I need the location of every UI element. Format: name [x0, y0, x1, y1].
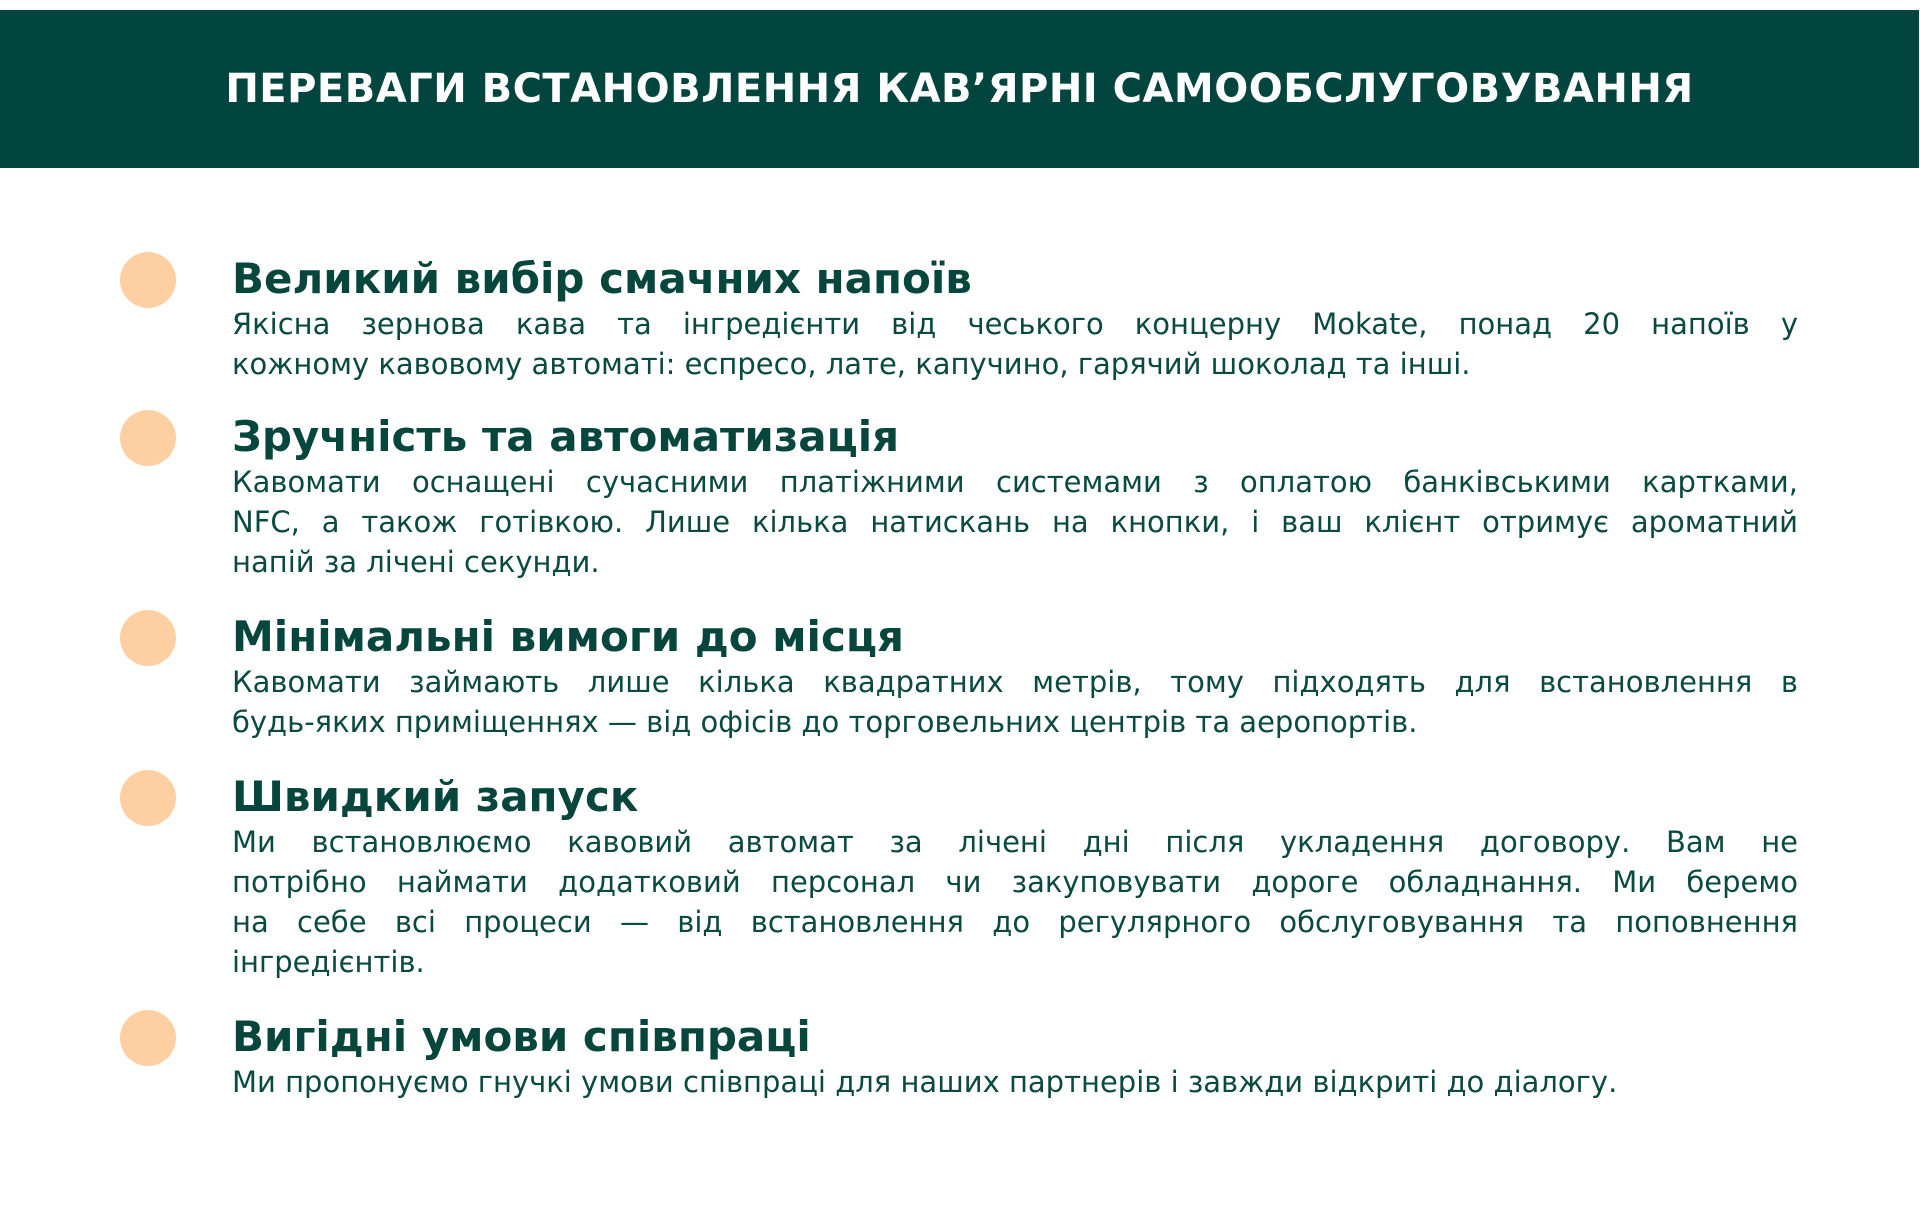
- benefit-heading: Вигідні умови співпраці: [232, 1012, 811, 1061]
- description-line: Ми встановлюємо кавовий автомат за лічені дні після укладення договору. Вам не: [232, 825, 1798, 859]
- description-line: на себе всі процеси — від встановлення до регулярного обслуговування та поповнення: [232, 905, 1798, 939]
- description-line: Якісна зернова кава та інгредієнти від чеського концерну Mokate, понад 20 напоїв у: [232, 307, 1798, 341]
- description-line: потрібно наймати додатковий персонал чи закуповувати дороге обладнання. Ми беремо: [232, 865, 1798, 899]
- description-line: Ми пропонуємо гнучкі умови співпраці для наших партнерів і завжди відкриті до діалогу.: [232, 1065, 1618, 1099]
- description-line: будь-яких приміщеннях — від офісів до торговельних центрів та аеропортів.: [232, 705, 1418, 739]
- benefit-heading: Мінімальні вимоги до місця: [232, 612, 904, 661]
- benefit-description: [232, 662, 1798, 742]
- bullet-circle-icon: [120, 610, 176, 666]
- description-line: Кавомати займають лише кілька квадратних метрів, тому підходять для встановлення в: [232, 665, 1798, 699]
- bullet-circle-icon: [120, 410, 176, 466]
- bullet-circle-icon: [120, 252, 176, 308]
- description-line: Кавомати оснащені сучасними платіжними системами з оплатою банківськими картками,: [232, 465, 1798, 499]
- description-line: напій за лічені секунди.: [232, 545, 600, 579]
- benefit-description: [232, 1062, 1798, 1102]
- benefit-description: [232, 462, 1798, 582]
- benefit-heading: Зручність та автоматизація: [232, 412, 900, 461]
- description-line: кожному кавовому автоматі: еспресо, лате, капучино, гарячий шоколад та інші.: [232, 347, 1471, 381]
- header-banner: [0, 10, 1919, 168]
- bullet-circle-icon: [120, 770, 176, 826]
- page-title: ПЕРЕВАГИ ВСТАНОВЛЕННЯ КАВ’ЯРНІ САМООБСЛУГОВУВАННЯ: [225, 66, 1694, 112]
- bullet-circle-icon: [120, 1010, 176, 1066]
- benefit-description: [232, 822, 1798, 982]
- description-line: інгредієнтів.: [232, 945, 425, 979]
- description-line: NFC, а також готівкою. Лише кілька натискань на кнопки, і ваш клієнт отримує ароматний: [232, 505, 1798, 539]
- benefit-heading: Швидкий запуск: [232, 772, 639, 821]
- benefit-description: [232, 304, 1798, 384]
- benefit-heading: Великий вибір смачних напоїв: [232, 254, 972, 303]
